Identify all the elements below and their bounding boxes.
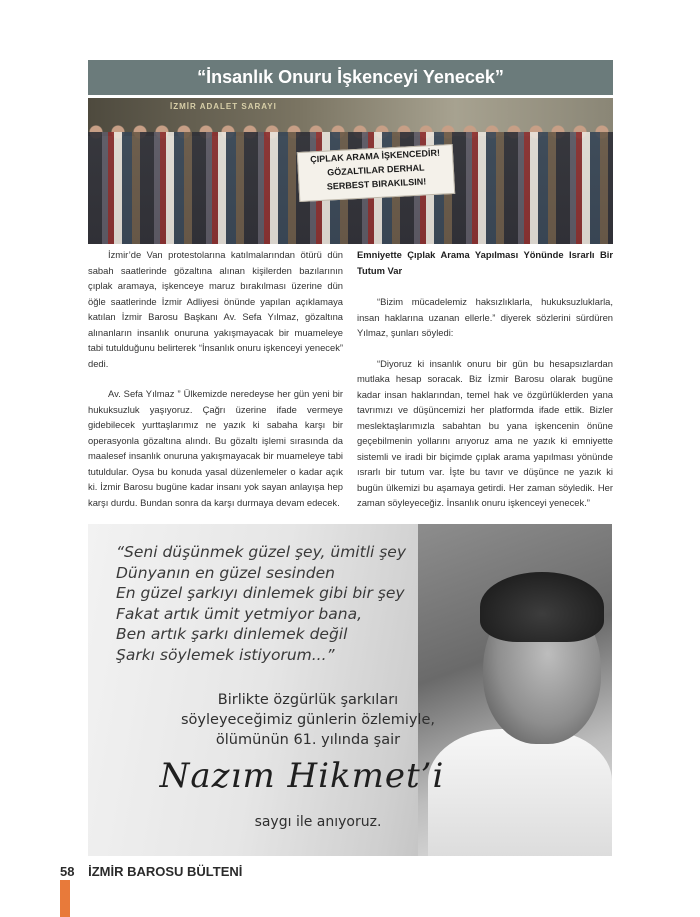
portrait-hair (480, 572, 604, 642)
poem-quote (116, 542, 446, 665)
poem-line: En güzel şarkıyı dinlemek gibi bir şey (116, 584, 405, 602)
tribute-text (158, 690, 458, 750)
poem-line: “Seni düşünmek güzel şey, ümitli şey (116, 543, 407, 561)
page-footer (60, 864, 242, 879)
article-paragraph: İzmir’de Van protestolarına katılmalarından ötürü dün sabah saatlerinde gözaltına alınan kişilerden bazılarının çıplak aramaya, işkenceye maruz bırakılması üzerine dün öğle saatlerinde İzmir Adliyesi önünde yapılan açıklamaya katılan İzmir Barosu Başkanı Av. Sefa Yılmaz, gözaltına alınanların insanlık onuruna yakışmayacak bir muameleye tabi tutulduğunu belirterek “İnsanlık onuru işkenceyi yenecek” dedi. (88, 249, 343, 369)
poem-line: Dünyanın en güzel sesinden (116, 563, 336, 582)
article-paragraph: “Diyoruz ki insanlık onuru bir gün bu hesapsızlardan mutlaka hesap soracak. Biz İzmir Barosu olarak bugüne kadar insan haklarından, temel hak ve özgürlüklerden yana tavrımızı ve düşüncemizi her platformda ifade ettik. Bizler meslektaşlarımızla sabahtan bu yana işkencenin önüne geçebilmenin yollarını arıyoruz ama ne yazık ki emniyette sistemli ve iradi bir biçimde çıplak arama yapılması yönünde ısrarlı bir tutum var. İşte bu tavır ve düşünce ne yazık ki bugün ülkemizi bu aşamaya getirdi. Her zaman söyledik. Her zaman söyleyeceğiz. İnsanlık onuru işkenceyi yenecek.” (357, 357, 613, 508)
article-title: “İnsanlık Onuru İşkenceyi Yenecek” (88, 60, 613, 95)
signature-name: Nazım Hikmet’i (159, 756, 445, 796)
protest-banner (297, 144, 455, 202)
banner-line: SERBEST BIRAKILSIN! (326, 176, 427, 192)
article-left-column (88, 247, 343, 529)
building-sign: İZMİR ADALET SARAYI (170, 102, 277, 111)
nazim-hikmet-tribute-poster (88, 524, 612, 856)
article-paragraph: Av. Sefa Yılmaz ” Ülkemizde neredeyse her gün yeni bir hukuksuzluk yaşıyoruz. Çağrı üzerine ifade vermeye gidebilecek yurttaşlarımız ne yazık ki sabaha karşı bir operasyonla gözaltına alındı. Bu gözaltı işlemi sırasında da maalesef insanlık onuruna yakışmayacak bir muameleye tabi tutuldular. Oysa bu konuda yasal düzenlemeler o kadar açık ki. İzmir Barosu bugüne kadar insanı yok sayan anlayışa hep karşı durdu. Bundan sonra da karşı durmaya devam edecek. (88, 388, 343, 508)
article-right-column (357, 247, 613, 529)
publication-name: İZMİR BAROSU BÜLTENİ (88, 864, 243, 879)
banner-line: ÇIPLAK ARAMA İŞKENCEDİR! (310, 147, 441, 165)
poem-line: Ben artık şarkı dinlemek değil (116, 625, 348, 643)
article-subheading: Emniyette Çıplak Arama Yapılması Yönünde Israrlı Bir Tutum Var (357, 249, 613, 276)
article-paragraph: “Bizim mücadelemiz haksızlıklarla, hukuksuzluklarla, insan haklarına uzanan ellerle.” diyerek sözlerini sürdüren Yılmaz, şunları söyledi: (357, 296, 613, 338)
tribute-line: Birlikte özgürlük şarkıları (217, 692, 399, 708)
banner-line: GÖZALTILAR DERHAL (326, 162, 425, 178)
tribute-line: ölümünün 61. yılında şair (215, 732, 401, 748)
tribute-closing: saygı ile anıyoruz. (254, 814, 382, 830)
tribute-line: söyleyeceğimiz günlerin özlemiyle, (180, 712, 435, 728)
footer-accent-bar (60, 880, 70, 917)
page-number: 58 (60, 864, 75, 879)
poem-line: Şarkı söylemek istiyorum...” (116, 645, 335, 664)
poem-line: Fakat artık ümit yetmiyor bana, (116, 604, 363, 623)
protest-photo (88, 98, 613, 244)
